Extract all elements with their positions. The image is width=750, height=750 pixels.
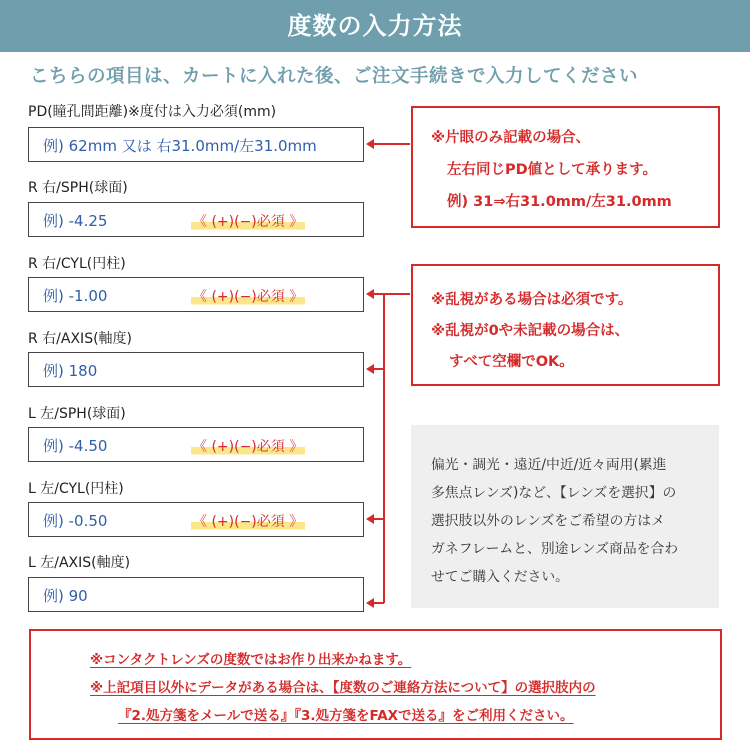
pd-callout [411, 106, 720, 228]
page-header: 度数の入力方法 [0, 0, 750, 52]
l-axis-field [28, 577, 364, 612]
pd-callout-line: 左右同じPD値として承ります。 [447, 162, 658, 178]
subtitle: こちらの項目は、カートに入れた後、ご注文手続きで入力してください [30, 66, 639, 87]
r-axis-field [28, 352, 364, 387]
bottom-notice-line: ※上記項目以外にデータがある場合は、【度数のご連絡方法について】の選択肢内の [90, 680, 596, 696]
l-axis-label: L 左/AXIS(軸度) [28, 555, 131, 571]
r-sph-example: 例) -4.25 [43, 212, 108, 230]
bottom-notice-line: 『2.処方箋をメールで送る』『3.処方箋をFAXで送る』をご利用ください。 [118, 708, 574, 724]
lens-info-line: 選択肢以外のレンズをご希望の方はメ [431, 513, 665, 529]
l-sph-label: L 左/SPH(球面) [28, 406, 126, 422]
l-cyl-label: L 左/CYL(円柱) [28, 481, 124, 497]
astigmatism-callout-line: ※乱視が0や未記載の場合は、 [431, 323, 630, 339]
astigmatism-callout [411, 264, 720, 386]
l-cyl-arrow-icon [366, 514, 374, 524]
astigmatism-callout-line: すべて空欄でOK。 [449, 354, 574, 370]
lens-info-line: 偏光・調光・遠近/中近/近々両用(累進 [431, 457, 667, 473]
l-sph-required-note: 《 (+)(−)必須 》 [191, 436, 305, 456]
l-cyl-example: 例) -0.50 [43, 512, 108, 530]
l-axis-example: 例) 90 [43, 587, 88, 605]
lens-info-line: 多焦点レンズ)など、【レンズを選択】の [431, 485, 677, 501]
l-cyl-field [28, 502, 364, 537]
r-cyl-label: R 右/CYL(円柱) [28, 256, 126, 272]
r-cyl-required-note: 《 (+)(−)必須 》 [191, 286, 305, 306]
lens-info-line: ガネフレームと、別途レンズ商品を合わ [431, 541, 679, 557]
r-cyl-example: 例) -1.00 [43, 287, 108, 305]
l-cyl-required-note: 《 (+)(−)必須 》 [191, 511, 305, 531]
lens-info-line: せてご購入ください。 [431, 569, 569, 585]
r-axis-label: R 右/AXIS(軸度) [28, 331, 133, 347]
l-axis-arrow-icon [366, 598, 374, 608]
r-sph-label: R 右/SPH(球面) [28, 180, 128, 196]
l-sph-example: 例) -4.50 [43, 437, 108, 455]
bottom-notice-line: ※コンタクトレンズの度数ではお作り出来かねます。 [90, 652, 412, 668]
lens-info-box [411, 425, 719, 608]
astigmatism-callout-line: ※乱視がある場合は必須です。 [431, 292, 633, 308]
pd-label: PD(瞳孔間距離)※度付は入力必須(mm) [28, 104, 277, 120]
pd-field [28, 127, 364, 162]
r-cyl-field [28, 277, 364, 312]
pd-callout-line: ※片眼のみ記載の場合、 [431, 130, 591, 146]
l-sph-field [28, 427, 364, 462]
pd-callout-line: 例) 31⇒右31.0mm/左31.0mm [447, 194, 672, 210]
pd-example: 例) 62mm 又は 右31.0mm/左31.0mm [43, 137, 317, 155]
r-cyl-arrow-icon [366, 289, 374, 299]
r-axis-arrow-icon [366, 364, 374, 374]
r-axis-example: 例) 180 [43, 362, 98, 380]
bottom-notice [29, 629, 722, 740]
r-sph-field [28, 202, 364, 237]
pd-arrow-icon [366, 139, 374, 149]
r-sph-required-note: 《 (+)(−)必須 》 [191, 211, 305, 231]
